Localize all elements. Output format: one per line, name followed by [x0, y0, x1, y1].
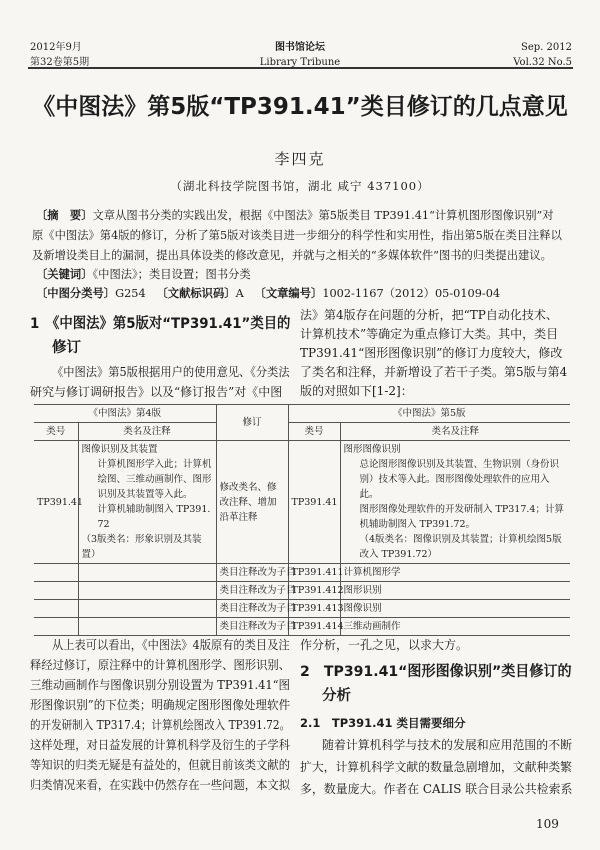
empty-cell [78, 600, 216, 618]
revision: 类目注释改为子目 [216, 600, 288, 618]
body-line: 研究与修订调研报告》以及“修订报告”对《中图 [30, 385, 283, 399]
keywords-text: 《中图法》；类目设置；图书分类 [92, 268, 251, 281]
article-id-value: 1002-1167（2012）05-0109-04 [322, 287, 501, 300]
section1-heading: 修订 [52, 340, 81, 356]
col-code: 类号 [288, 423, 340, 441]
body-line: 归类情况来看，在实践中仍然存在一些问题，本文拟 [30, 778, 291, 792]
col-name: 类名及注释 [78, 423, 216, 441]
code5: TP391.412 [288, 582, 340, 600]
revision: 修改类名、修改注释、增加沿革注释 [216, 441, 288, 564]
body-line: 形图像识别”的下位类；明确规定图形图像处理软件 [30, 698, 291, 712]
table-row [34, 618, 570, 636]
body-line: 这样处理，对日益发展的计算机科学及衍生的子学科 [30, 738, 291, 752]
issue-cn: 第32卷第5期 [30, 57, 90, 68]
abstract-text: 文章从图书分类的实践出发，根据《中图法》第5版类目 TP391.41“计算机图形图像识别”对 [92, 209, 554, 222]
journal-cn: 图书馆论坛 [275, 42, 325, 53]
code5: TP391.414 [288, 618, 340, 636]
comparison-table [34, 404, 570, 636]
doc-code-label: 〔文献标识码〕 [156, 287, 236, 300]
name4-line: 计算机辅助制图入 TP391.72 [97, 504, 211, 530]
body-line: 从上表可以看出，《中图法》4版原有的类目及注 [52, 638, 290, 652]
name5: 三维动画制作 [340, 618, 570, 636]
header-rule [28, 67, 573, 69]
code4: TP391.41 [34, 441, 78, 564]
empty-cell [78, 618, 216, 636]
body-line: 扩大，计算机科学文献的数量急剧增加，文献种类繁 [300, 760, 573, 774]
name5-line: 图形图像识别 [343, 444, 401, 455]
name5-line: 总论图形图像识别及其装置、生物识别（身份识别）技术等入此。图形图像处理软件的应用入此。 [359, 459, 560, 500]
empty-cell [78, 564, 216, 582]
revision: 类目注释改为子目 [216, 582, 288, 600]
issue-en: Vol.32 No.5 [513, 57, 572, 68]
name5: 计算机图形学 [340, 564, 570, 582]
empty-cell [34, 564, 78, 582]
body-line: 《中图法》第5版根据用户的使用意见、《分类法 [52, 365, 290, 379]
date-en: Sep. 2012 [521, 42, 572, 53]
author: 李四克 [274, 150, 326, 168]
classification [36, 286, 500, 302]
section1-heading: 1 《中图法》第5版对“TP391.41”类目的 [30, 316, 291, 332]
body-line: 的开发研制入 TP317.4；计算机绘图改入 TP391.72。 [30, 718, 291, 732]
revision: 类目注释改为子目 [216, 564, 288, 582]
name4-line: 计算机图形学入此；计算机绘图、三维动画制作、图形识别及其装置等入此。 [97, 459, 212, 500]
name5: 图形识别 [340, 582, 570, 600]
body-line: 释经过修订，原注释中的计算机图形学、图形识别、 [30, 658, 291, 672]
header-left [30, 40, 89, 70]
keywords-label: 〔关键词〕 [36, 268, 93, 281]
body-line: 等知识的归类无疑是有益处的，但就目前该类文献的 [30, 758, 291, 772]
table-row [34, 564, 570, 582]
code5: TP391.41 [288, 441, 340, 564]
name5 [340, 441, 570, 564]
body-line: 了类名和注释，并新增设了若干子类。第5版与第4 [300, 365, 568, 379]
empty-cell [34, 618, 78, 636]
abstract-line: 原《中图法》第4版的修订，分析了第5版对该类目进一步细分的科学性和实用性，指出第5版在类目注释以 [32, 229, 562, 242]
date-cn: 2012年9月 [30, 42, 82, 53]
page-number: 109 [536, 817, 559, 831]
subsection-heading: 2.1 TP391.41 类目需要细分 [300, 716, 466, 730]
body-line: TP391.41“图形图像识别”的修订力度较大，修改 [300, 346, 563, 360]
table-row [34, 600, 570, 618]
article-title: 《中图法》第5版“TP391.41”类目修订的几点意见 [32, 94, 568, 120]
table-row [34, 441, 570, 564]
table-row [34, 582, 570, 600]
header-right [513, 40, 572, 70]
body-line: 作分析，一孔之见，以求大方。 [300, 638, 469, 652]
ed5-header: 《中图法》第5版 [288, 405, 570, 423]
journal-en: Library Tribune [259, 57, 341, 68]
abstract-line: 及新增设类目上的漏洞，提出具体设类的修改意见，并就与之相关的“多媒体软件”图书的归类提出建议。 [32, 249, 552, 262]
header-center [200, 40, 400, 70]
body-line: 三维动画制作与图像识别分别设置为 TP391.41“图 [30, 678, 291, 692]
body-line: 版的对照如下[1-2]： [300, 384, 413, 398]
revision-header: 修订 [216, 405, 288, 441]
col-name: 类名及注释 [340, 423, 570, 441]
doc-code-value: A [235, 287, 244, 300]
revision: 类目注释改为子目 [216, 618, 288, 636]
code5: TP391.413 [288, 600, 340, 618]
name5-line: （4版类名：图像识别及其装置；计算机绘图5版改入 TP391.72） [359, 534, 562, 560]
clc-label: 〔中图分类号〕 [36, 287, 116, 300]
col-code: 类号 [34, 423, 78, 441]
name4-line: 图像识别及其装置 [81, 444, 158, 455]
name5: 图像识别 [340, 600, 570, 618]
body-line: 随着计算机科学与技术的发展和应用范围的不断 [322, 738, 573, 752]
name5-line: 图形图像处理软件的开发研制入 TP317.4；计算机辅助制图入 TP391.72。 [359, 504, 564, 530]
empty-cell [78, 582, 216, 600]
keywords [36, 267, 251, 283]
body-line: 法》第4版存在问题的分析，把“TP自动化技术、 [300, 308, 558, 322]
name4 [78, 441, 216, 564]
body-line: 计算机技术”等确定为重点修订大类。其中，类目 [300, 327, 559, 341]
clc-value: G254 [115, 287, 146, 300]
section2-heading: 分析 [322, 688, 351, 704]
ed4-header: 《中图法》第4版 [34, 405, 216, 423]
abstract-line [36, 208, 554, 224]
section2-heading: 2 TP391.41“图形图像识别”类目修订的 [300, 664, 572, 680]
article-id-label: 〔文章编号〕 [254, 287, 323, 300]
code5: TP391.411 [288, 564, 340, 582]
affiliation: （湖北科技学院图书馆，湖北 咸宁 437100） [170, 179, 430, 193]
body-line: 多，数量庞大。作者在 CALIS 联合目录公共检索系 [300, 782, 573, 796]
empty-cell [34, 582, 78, 600]
empty-cell [34, 600, 78, 618]
name4-line: （3版类名：形象识别及其装置） [81, 534, 202, 560]
abstract-label: 〔摘 要〕 [36, 209, 93, 222]
